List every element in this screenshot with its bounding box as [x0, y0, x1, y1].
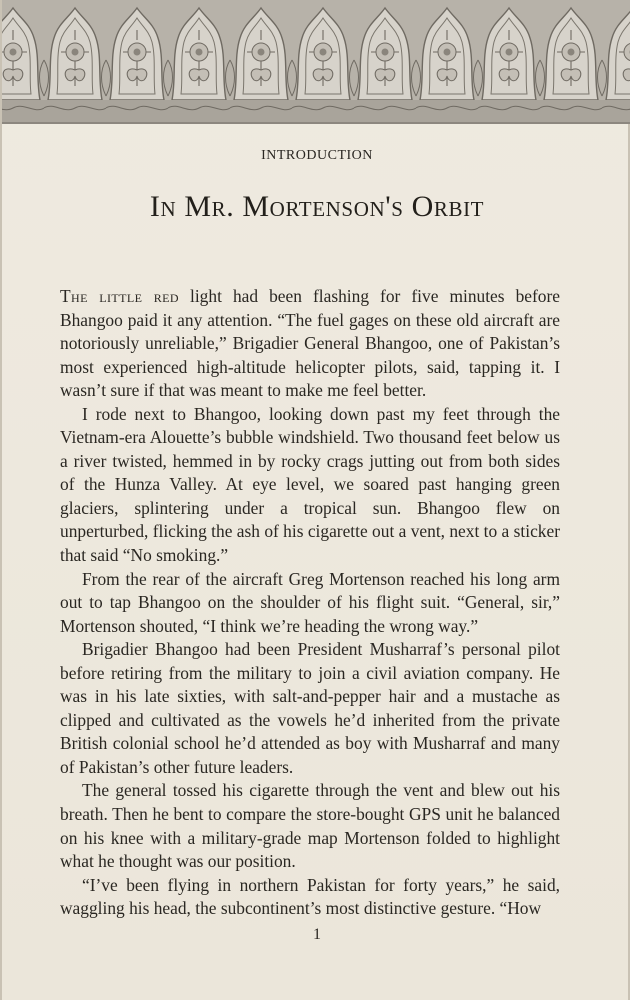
body-text	[60, 285, 560, 921]
paragraph: I rode next to Bhangoo, looking down past my feet through the Vietnam-era Alouette’s bubble windshield. Two thousand feet below us a river twisted, hemmed in by rocky crags jutting out from both sides of the Hunza Valley. At eye level, we soared past hanging green glaciers, splintering under a tropical sun. Bhangoo flew on unperturbed, flicking the ash of his cigarette out a vent, next to a sticker that said “No smoking.”	[60, 403, 560, 566]
paragraph: “I’ve been flying in northern Pakistan for forty years,” he said, waggling his head, the subcontinent’s most distinctive gesture. “How	[60, 874, 560, 919]
lead-in-small-caps: The little red	[60, 286, 179, 306]
section-label: INTRODUCTION	[261, 148, 373, 163]
paragraph: Brigadier Bhangoo had been President Musharraf’s personal pilot before retiring from the military to join a civil aviation company. He was in his late sixties, with salt-and-pepper hair and a mustache as clipped and cultivated as the vowels he’d inherited from the private British colonial school he’d attended as boy with Musharraf and many of Pakistan’s other future leaders.	[60, 639, 560, 777]
decorative-header-border	[2, 0, 630, 124]
paragraph: From the rear of the aircraft Greg Mortenson reached his long arm out to tap Bhangoo on the shoulder of his flight suit. “General, sir,” Mortenson shouted, “I think we’re heading the wrong way.”	[60, 568, 560, 636]
paragraph: The general tossed his cigarette through the vent and blew out his breath. Then he bent to compare the store-bought GPS unit he balanced on his knee with a military-grade map Mortenson folded to highlight what he thought was our position.	[60, 780, 560, 872]
page-number: 1	[313, 926, 321, 943]
paragraph-text: light had been flashing for five minutes before Bhangoo paid it any attention. “The fuel gages on these old aircraft are notoriously unreliable,” Brigadier General Bhangoo, one of Pakistan’s most experienced high-altitude helicopter pilots, said, tapping it. I wasn’t sure if that was meant to make me feel better.	[60, 286, 560, 401]
paragraph	[60, 285, 560, 403]
arabesque-ornament-icon	[2, 0, 630, 122]
chapter-title: In Mr. Mortenson's Orbit	[149, 190, 485, 223]
